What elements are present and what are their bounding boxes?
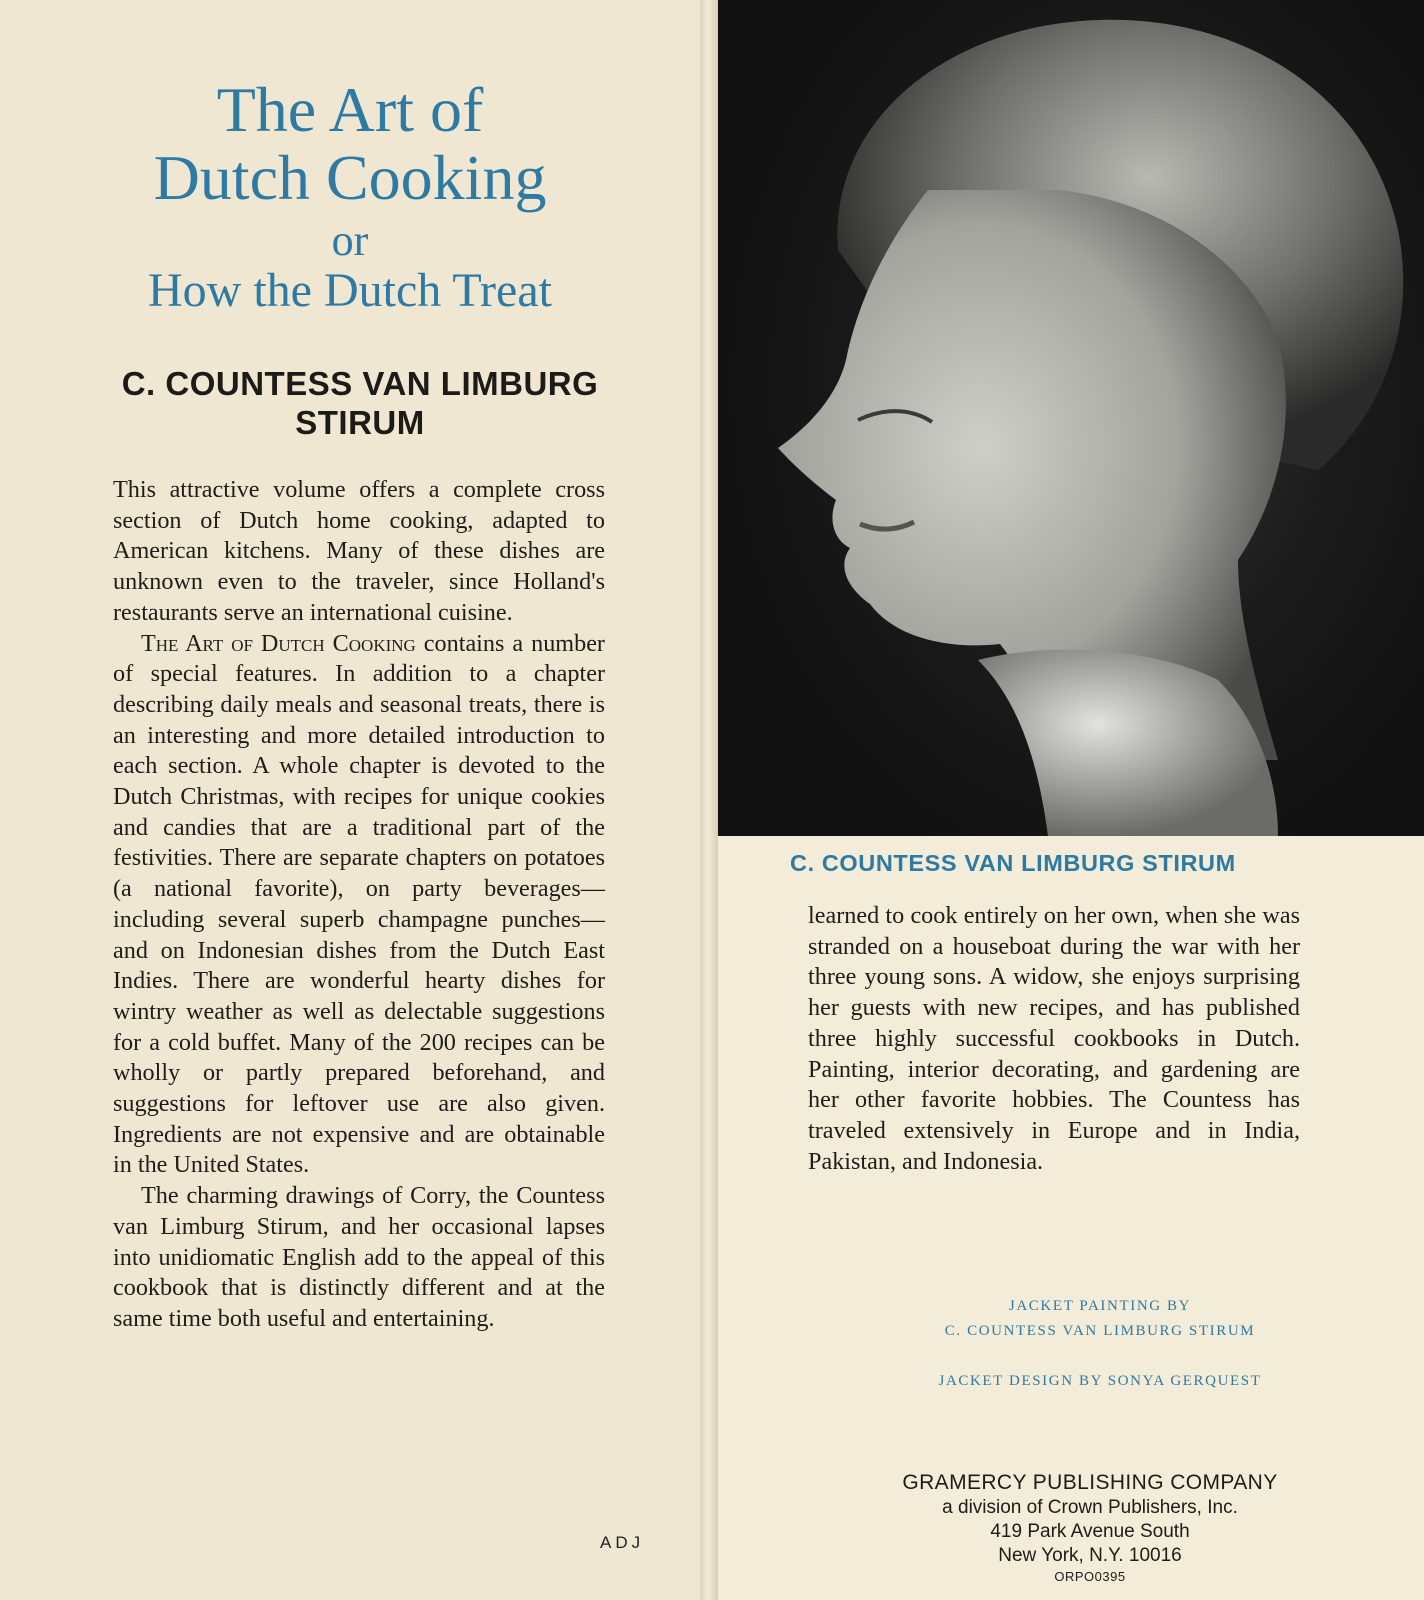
publisher-name: GRAMERCY PUBLISHING COMPANY (902, 1471, 1278, 1494)
book-subtitle: How the Dutch Treat (148, 264, 552, 317)
publisher-division: a division of Crown Publishers, Inc. (942, 1497, 1238, 1518)
flap-blurb (113, 475, 605, 1335)
jacket-painting-credit-line-2: C. COUNTESS VAN LIMBURG STIRUM (944, 1323, 1256, 1339)
jacket-design-credit: JACKET DESIGN BY SONYA GERQUEST (938, 1373, 1262, 1389)
publisher-code: ORPO0395 (1054, 1569, 1126, 1584)
jacket-fold (700, 0, 718, 1600)
blurb-paragraph-1: This attractive volume offers a complete cross section of Dutch home cooking, adapted to American kitchens. Many of these dishes are unknown even to the traveler, since Holland's restaurants serve an international cuisine. (113, 476, 605, 626)
jacket-painting-credit-line-1: JACKET PAINTING BY (1008, 1298, 1192, 1314)
publisher-city: New York, N.Y. 10016 (998, 1545, 1182, 1566)
author-portrait-photo (718, 0, 1424, 836)
book-title-line-1: The Art of (216, 74, 484, 145)
book-title-line-2: Dutch Cooking (153, 142, 547, 213)
blurb-paragraph-2 (113, 629, 605, 1182)
book-title-or: or (331, 216, 369, 265)
front-flap (0, 0, 700, 1600)
publisher-block (880, 1470, 1300, 1586)
blurb-title-reference: The Art of Dutch Cooking (141, 629, 416, 657)
flap-code: ADJ (600, 1533, 645, 1552)
blurb-paragraph-3: The charming drawings of Corry, the Countess van Limburg Stirum, and her occasional lapses into unidiomatic English add to the appeal of this cookbook that is distinctly different and at the same time both useful and entertaining. (113, 1182, 605, 1332)
jacket-painting-credit (860, 1294, 1340, 1344)
author-photo-caption: C. COUNTESS VAN LIMBURG STIRUM (790, 850, 1236, 876)
author-name: C. COUNTESS VAN LIMBURG STIRUM (121, 365, 599, 441)
author-biography: learned to cook entirely on her own, when she was stranded on a houseboat during the war with her three young sons. A widow, she enjoys surprising her guests with new recipes, and has published three highly successful cookbooks in Dutch. Painting, interior decorating, and gardening are her other favorite hobbies. The Countess has traveled extensively in Europe and in India, Pakistan, and Indonesia. (808, 902, 1300, 1175)
publisher-street: 419 Park Avenue South (990, 1521, 1190, 1542)
author-portrait-image (718, 0, 1424, 836)
blurb-paragraph-2-text: contains a number of special features. In addition to a chapter describing daily meals and seasonal treats, there is an interesting and more detailed introduction to each section. A whole chapter is devoted to the Dutch Christmas, with recipes for unique cookies and candies that are a traditional part of the festivities. There are separate chapters on potatoes (a national favorite), on party beverages—including several superb champagne punches—and on Indonesian dishes from the Dutch East Indies. There are wonderful hearty dishes for wintry weather as well as delectable suggestions for a cold buffet. Many of the 200 recipes can be wholly or partly prepared beforehand, and suggestions for leftover use are also given. Ingredients are not expensive and are obtainable in the United States. (113, 629, 605, 1179)
